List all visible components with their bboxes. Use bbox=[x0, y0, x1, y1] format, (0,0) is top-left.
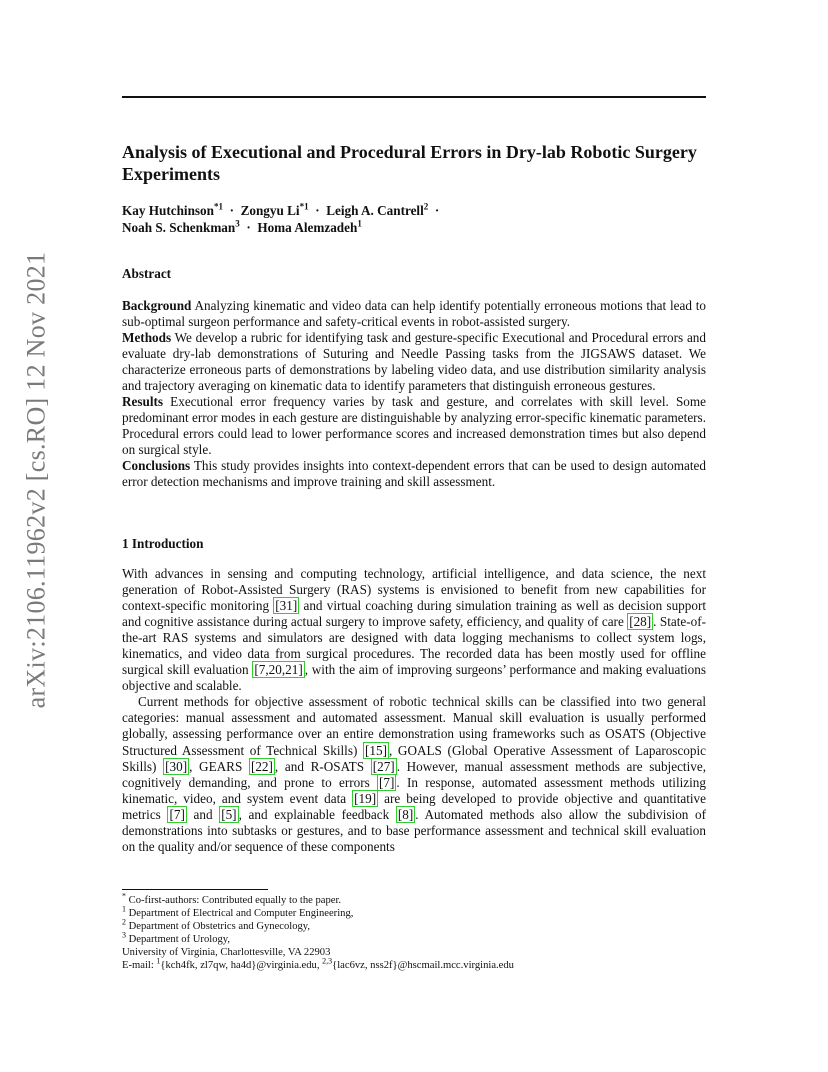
results-text: Executional error frequency varies by task and gesture, and correlates with skill level. Some predominant error modes in each gesture are distinguishable by analyzing error-specific kinematic parameters. Procedural errors could lead to lower performance scores and increased demonstration times but also depend on surgical style. bbox=[122, 394, 706, 457]
abstract-results bbox=[122, 394, 706, 458]
footnote-text: Department of Urology, bbox=[126, 933, 231, 945]
paper-title: Analysis of Executional and Procedural Errors in Dry-lab Robotic Surgery Experiments bbox=[122, 142, 697, 184]
footnote-text: University of Virginia, Charlottesville, VA 22903 bbox=[122, 946, 331, 958]
arxiv-id-text: arXiv:2106.11962v2 [cs.RO] 12 Nov 2021 bbox=[21, 251, 51, 709]
intro-text: With advances in sensing and computing technology, artificial intelligence, and data science, the next generation of Robot-Assisted Surgery (RAS) systems is envisioned to benefit from new capabilities for context-specific monitoring bbox=[122, 566, 706, 614]
intro-text: . Automated methods also allow the subdivision of demonstrations into subtasks or gestures, and to base performance assessment and technical skill evaluation on the quality and/or sequence of these components bbox=[122, 806, 707, 854]
arxiv-identifier-stamp bbox=[14, 251, 58, 709]
intro-text: , GEARS bbox=[189, 758, 249, 774]
methods-text: We develop a rubric for identifying task and gesture-specific Executional and Procedural errors and evaluate dry-lab demonstrations of Suturing and Needle Passing tasks from the JIGSAWS dataset. We characterize erroneous parts of demonstrations by labeling video data, and use distribution similarity analysis and trajectory averaging on kinematic data to identify parameters that distinguish erroneous gestures. bbox=[122, 330, 706, 393]
footnote-mark: 1 bbox=[122, 904, 126, 914]
author-affiliation-mark: 1 bbox=[357, 218, 362, 229]
section-heading-introduction: 1 Introduction bbox=[122, 536, 204, 551]
footnote-mark: 3 bbox=[122, 930, 126, 940]
email-hscmail[interactable]: {lac6vz, nss2f}@hscmail.mcc.virginia.edu bbox=[332, 959, 514, 971]
abstract-heading: Abstract bbox=[122, 266, 172, 281]
background-label: Background bbox=[122, 298, 192, 313]
citation-link[interactable]: [8] bbox=[397, 806, 414, 822]
author-separator: · bbox=[246, 220, 251, 235]
conclusions-text: This study provides insights into context-dependent errors that can be used to design automated error detection mechanisms and improve training and skill assessment. bbox=[122, 458, 706, 489]
author-separator: · bbox=[434, 203, 440, 218]
intro-text: , and explainable feedback bbox=[238, 806, 396, 822]
intro-paragraph-2 bbox=[122, 694, 706, 854]
footnote-text: E-mail: bbox=[122, 959, 157, 971]
author-name: Homa Alemzadeh bbox=[257, 220, 358, 235]
intro-text: . In response, automated assessment methods utilizing kinematic, video, and system event data bbox=[122, 774, 706, 806]
footnote-email bbox=[122, 956, 706, 973]
introduction-body bbox=[122, 566, 706, 855]
intro-text: , and R-OSATS bbox=[274, 758, 371, 774]
author-affiliation-mark: 2 bbox=[423, 201, 429, 212]
author-name: Kay Hutchinson bbox=[122, 203, 214, 218]
abstract-methods bbox=[122, 330, 706, 394]
citation-link[interactable]: [15] bbox=[365, 742, 387, 758]
abstract-body bbox=[122, 298, 706, 490]
intro-text: and bbox=[186, 806, 220, 822]
abstract-background bbox=[122, 298, 706, 330]
citation-link[interactable]: [7] bbox=[379, 774, 395, 790]
intro-paragraph-1 bbox=[122, 566, 706, 694]
footnote-rule bbox=[122, 889, 268, 890]
footnote bbox=[122, 891, 706, 908]
footnote bbox=[122, 917, 706, 934]
intro-text: Current methods for objective assessment of robotic technical skills can be classified into two general categories: manual assessment and automated assessment. Manual skill evaluation is usually performed globally, assessing performance over an entire demonstration using frameworks such as OSATS (Objective Structured Assessment of Technical Skills) bbox=[122, 694, 706, 758]
author-name: Zongyu Li bbox=[240, 203, 300, 218]
results-label: Results bbox=[122, 394, 164, 409]
author-separator: · bbox=[315, 203, 320, 218]
author-name: Noah S. Schenkman bbox=[122, 220, 236, 235]
citation-link[interactable]: [19] bbox=[354, 790, 377, 806]
author-list bbox=[122, 202, 706, 236]
author-line-1 bbox=[122, 202, 706, 219]
author-affiliation-mark: *1 bbox=[299, 201, 309, 212]
email-uva[interactable]: {kch4fk, zl7qw, ha4d}@virginia.edu, bbox=[160, 959, 323, 971]
conclusions-label: Conclusions bbox=[122, 458, 191, 473]
intro-text: , GOALS (Global Operative Assessment of Laparoscopic Skills) bbox=[122, 742, 706, 774]
background-text: Analyzing kinematic and video data can help identify potentially erroneous motions that lead to sub-optimal surgeon performance and safety-critical events in robot-assisted surgery. bbox=[122, 298, 706, 329]
footnote-mark: 1 bbox=[156, 956, 161, 965]
footnote bbox=[122, 947, 706, 960]
intro-text: . However, manual assessment methods are subjective, cognitively demanding, and prone to errors bbox=[122, 758, 706, 790]
citation-link[interactable]: [22] bbox=[250, 758, 273, 774]
footnote bbox=[122, 904, 706, 921]
footnote-text: Co-first-authors: Contributed equally to the paper. bbox=[126, 895, 342, 906]
author-separator: · bbox=[229, 203, 234, 218]
footnote-text: Department of Electrical and Computer Engineering, bbox=[126, 907, 354, 919]
intro-text: and virtual coaching during simulation training as well as decision support and cognitive assistance during actual surgery to improve safety, efficiency, and quality of care bbox=[122, 598, 706, 630]
intro-text: , with the aim of improving surgeons’ performance and making evaluations objective and scalable. bbox=[122, 662, 707, 694]
footnote-mark: 2,3 bbox=[322, 956, 333, 965]
footnote-text: Department of Obstetrics and Gynecology, bbox=[126, 920, 311, 932]
author-name: Leigh A. Cantrell bbox=[326, 203, 424, 218]
citation-link[interactable]: [31] bbox=[275, 598, 298, 614]
intro-text: . State-of-the-art RAS systems and simulators are designed with data logging mechanisms to collect system logs, kinematics, and video data from surgical procedures. The recorded data has been mostly used for offline surgical skill evaluation bbox=[122, 614, 706, 678]
author-affiliation-mark: *1 bbox=[213, 201, 223, 212]
author-affiliation-mark: 3 bbox=[235, 218, 240, 229]
intro-text: are being developed to provide objective and quantitative metrics bbox=[122, 790, 706, 822]
citation-link[interactable]: [7,20,21] bbox=[254, 662, 303, 678]
footnote bbox=[122, 930, 706, 947]
footnote-mark: 2 bbox=[122, 917, 126, 927]
citation-link[interactable]: [7] bbox=[169, 806, 185, 822]
abstract-conclusions bbox=[122, 458, 706, 490]
top-rule bbox=[122, 96, 706, 98]
footnotes bbox=[122, 891, 706, 972]
citation-link[interactable]: [27] bbox=[372, 758, 395, 774]
citation-link[interactable]: [30] bbox=[165, 758, 188, 774]
methods-label: Methods bbox=[122, 330, 172, 345]
citation-link[interactable]: [5] bbox=[221, 806, 237, 822]
citation-link[interactable]: [28] bbox=[629, 614, 652, 630]
footnote-mark: * bbox=[122, 891, 126, 901]
author-line-2 bbox=[122, 219, 706, 236]
